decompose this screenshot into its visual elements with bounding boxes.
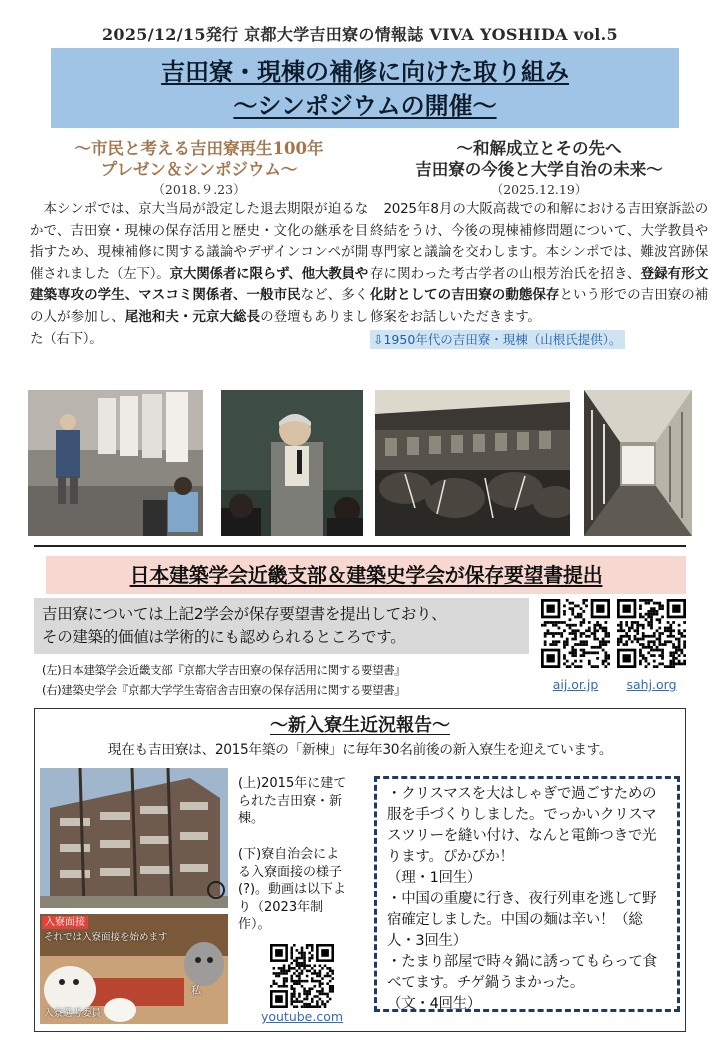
voice-christmas-author: （理・1回生） — [387, 870, 482, 886]
photo-1950s-dormitory-exterior — [375, 390, 570, 536]
photo-1950s-dormitory-corridor — [584, 390, 692, 536]
video-label-me: 私 — [191, 986, 201, 997]
link-youtube[interactable]: youtube.com — [260, 1009, 344, 1024]
video-label-line: それでは入寮面接を始めます — [44, 932, 168, 943]
reference-aij: (左)日本建築学会近畿支部『京都大学吉田寮の保存活用に関する要望書』 — [42, 663, 406, 677]
symposium-2018-heading-line1: ～市民と考える吉田寮再生100年 — [74, 139, 324, 158]
historic-photo-caption: ⇩1950年代の吉田寮・現棟（山根氏提供）。 — [370, 330, 625, 349]
qr-code-aij[interactable] — [541, 599, 610, 668]
symposium-2025-column — [370, 138, 708, 349]
preservation-request-line1: 吉田寮については上記2学会が保存要望書を提出しており、 — [42, 605, 447, 623]
voice-christmas: ・クリスマスを大はしゃぎで過ごすための服を手づくりしました。でっかいクリスマスツリーを縫い付け、なんと電飾つきで光ります。ぴかぴか！ — [387, 786, 657, 865]
qr-code-youtube[interactable] — [270, 944, 334, 1008]
masthead: 2025/12/15発行 京都大学吉田寮の情報誌 VIVA YOSHIDA vol.5 — [102, 25, 618, 44]
photo-symposium-exhibition — [28, 390, 203, 536]
symposium-2025-heading-line1: ～和解成立とその先へ — [456, 139, 622, 158]
voice-chongqing: ・中国の重慶に行き、夜行列車を逃して野宿確定しました。中国の麺は辛い！（総人・3回生） — [387, 891, 657, 949]
symposium-2018-column — [30, 138, 368, 350]
preservation-request-references — [42, 660, 542, 700]
video-label-title: 入寮面接 — [42, 916, 88, 929]
main-title-line2: ～シンポジウムの開催～ — [233, 92, 497, 120]
photo-former-president-speaking — [221, 390, 363, 536]
preservation-request-title-band — [46, 556, 686, 594]
link-sahj[interactable]: sahj.org — [626, 677, 677, 692]
new-residents-lead: 現在も吉田寮は、2015年築の「新棟」に毎年30名前後の新入寮生を迎えています。 — [107, 742, 613, 758]
symposium-2025-heading-line2: 吉田寮の今後と大学自治の未来～ — [415, 160, 663, 179]
symposium-2018-body: 本シンポでは、京大当局が設定した退去期限が迫るなかで、吉田寮・現棟の保存活用と歴史・文化の継承を目指すため、現棟補修に関する議論やデザインコンペが開催されました（左下）。京大関係者に限らず、他大教員や建築専攻の学生、マスコミ関係者、一般市民など、多くの人が参加し、尾池和夫・元京大総長の登壇もありました（右下）。 — [30, 201, 369, 347]
main-title-band — [51, 48, 679, 128]
preservation-request-line2: その建築的価値は学術的にも認められるところです。 — [42, 628, 406, 646]
symposium-2025-body: 2025年8月の大阪高裁での和解における吉田寮訴訟の終結をうけ、今後の現棟補修問題について、大学教員や専門家と議論を交わします。本シンポでは、難波宮跡保存に関わった考古学者の山根芳治氏を招き、登録有形文化財としての吉田寮の動態保存という形での吉田寮の補修案をお話しいただきます。 — [370, 201, 709, 325]
symposium-2025-date: （2025.12.19） — [490, 182, 588, 197]
reference-sahj: (右)建築史学会『京都大学学生寄宿舎吉田寮の保存活用に関する要望書』 — [42, 683, 406, 697]
symposium-2018-date: （2018.９.23） — [152, 182, 246, 197]
preservation-request-title: 日本建築学会近畿支部＆建築史学会が保存要望書提出 — [129, 563, 603, 587]
caption-new-building: (上)2015年に建てられた吉田寮・新棟。 — [238, 776, 347, 826]
symposium-2018-heading-line2: プレゼン＆シンポジウム～ — [100, 160, 298, 179]
new-residents-voices — [374, 776, 680, 1012]
voice-hotpot: ・たまり部屋で時々鍋に誘ってもらって食べてます。チゲ鍋うまかった。 — [387, 954, 657, 991]
photo-new-building — [40, 768, 228, 908]
new-residents-title: ～新入寮生近況報告～ — [270, 715, 450, 736]
video-label-committee: 入寮選考委員 — [44, 1008, 102, 1019]
caption-interview-video: (下)寮自治会による入寮面接の様子(?)。動画は以下より（2023年制作）。 — [238, 847, 347, 932]
section-divider — [34, 545, 686, 547]
main-title-line1: 吉田寮・現棟の補修に向けた取り組み — [161, 58, 569, 86]
voice-hotpot-author: （文・4回生） — [387, 996, 482, 1012]
qr-code-sahj[interactable] — [617, 599, 686, 668]
link-aij[interactable]: aij.or.jp — [552, 677, 599, 692]
photo-admission-interview-video — [40, 914, 228, 1024]
preservation-request-summary — [34, 598, 529, 654]
